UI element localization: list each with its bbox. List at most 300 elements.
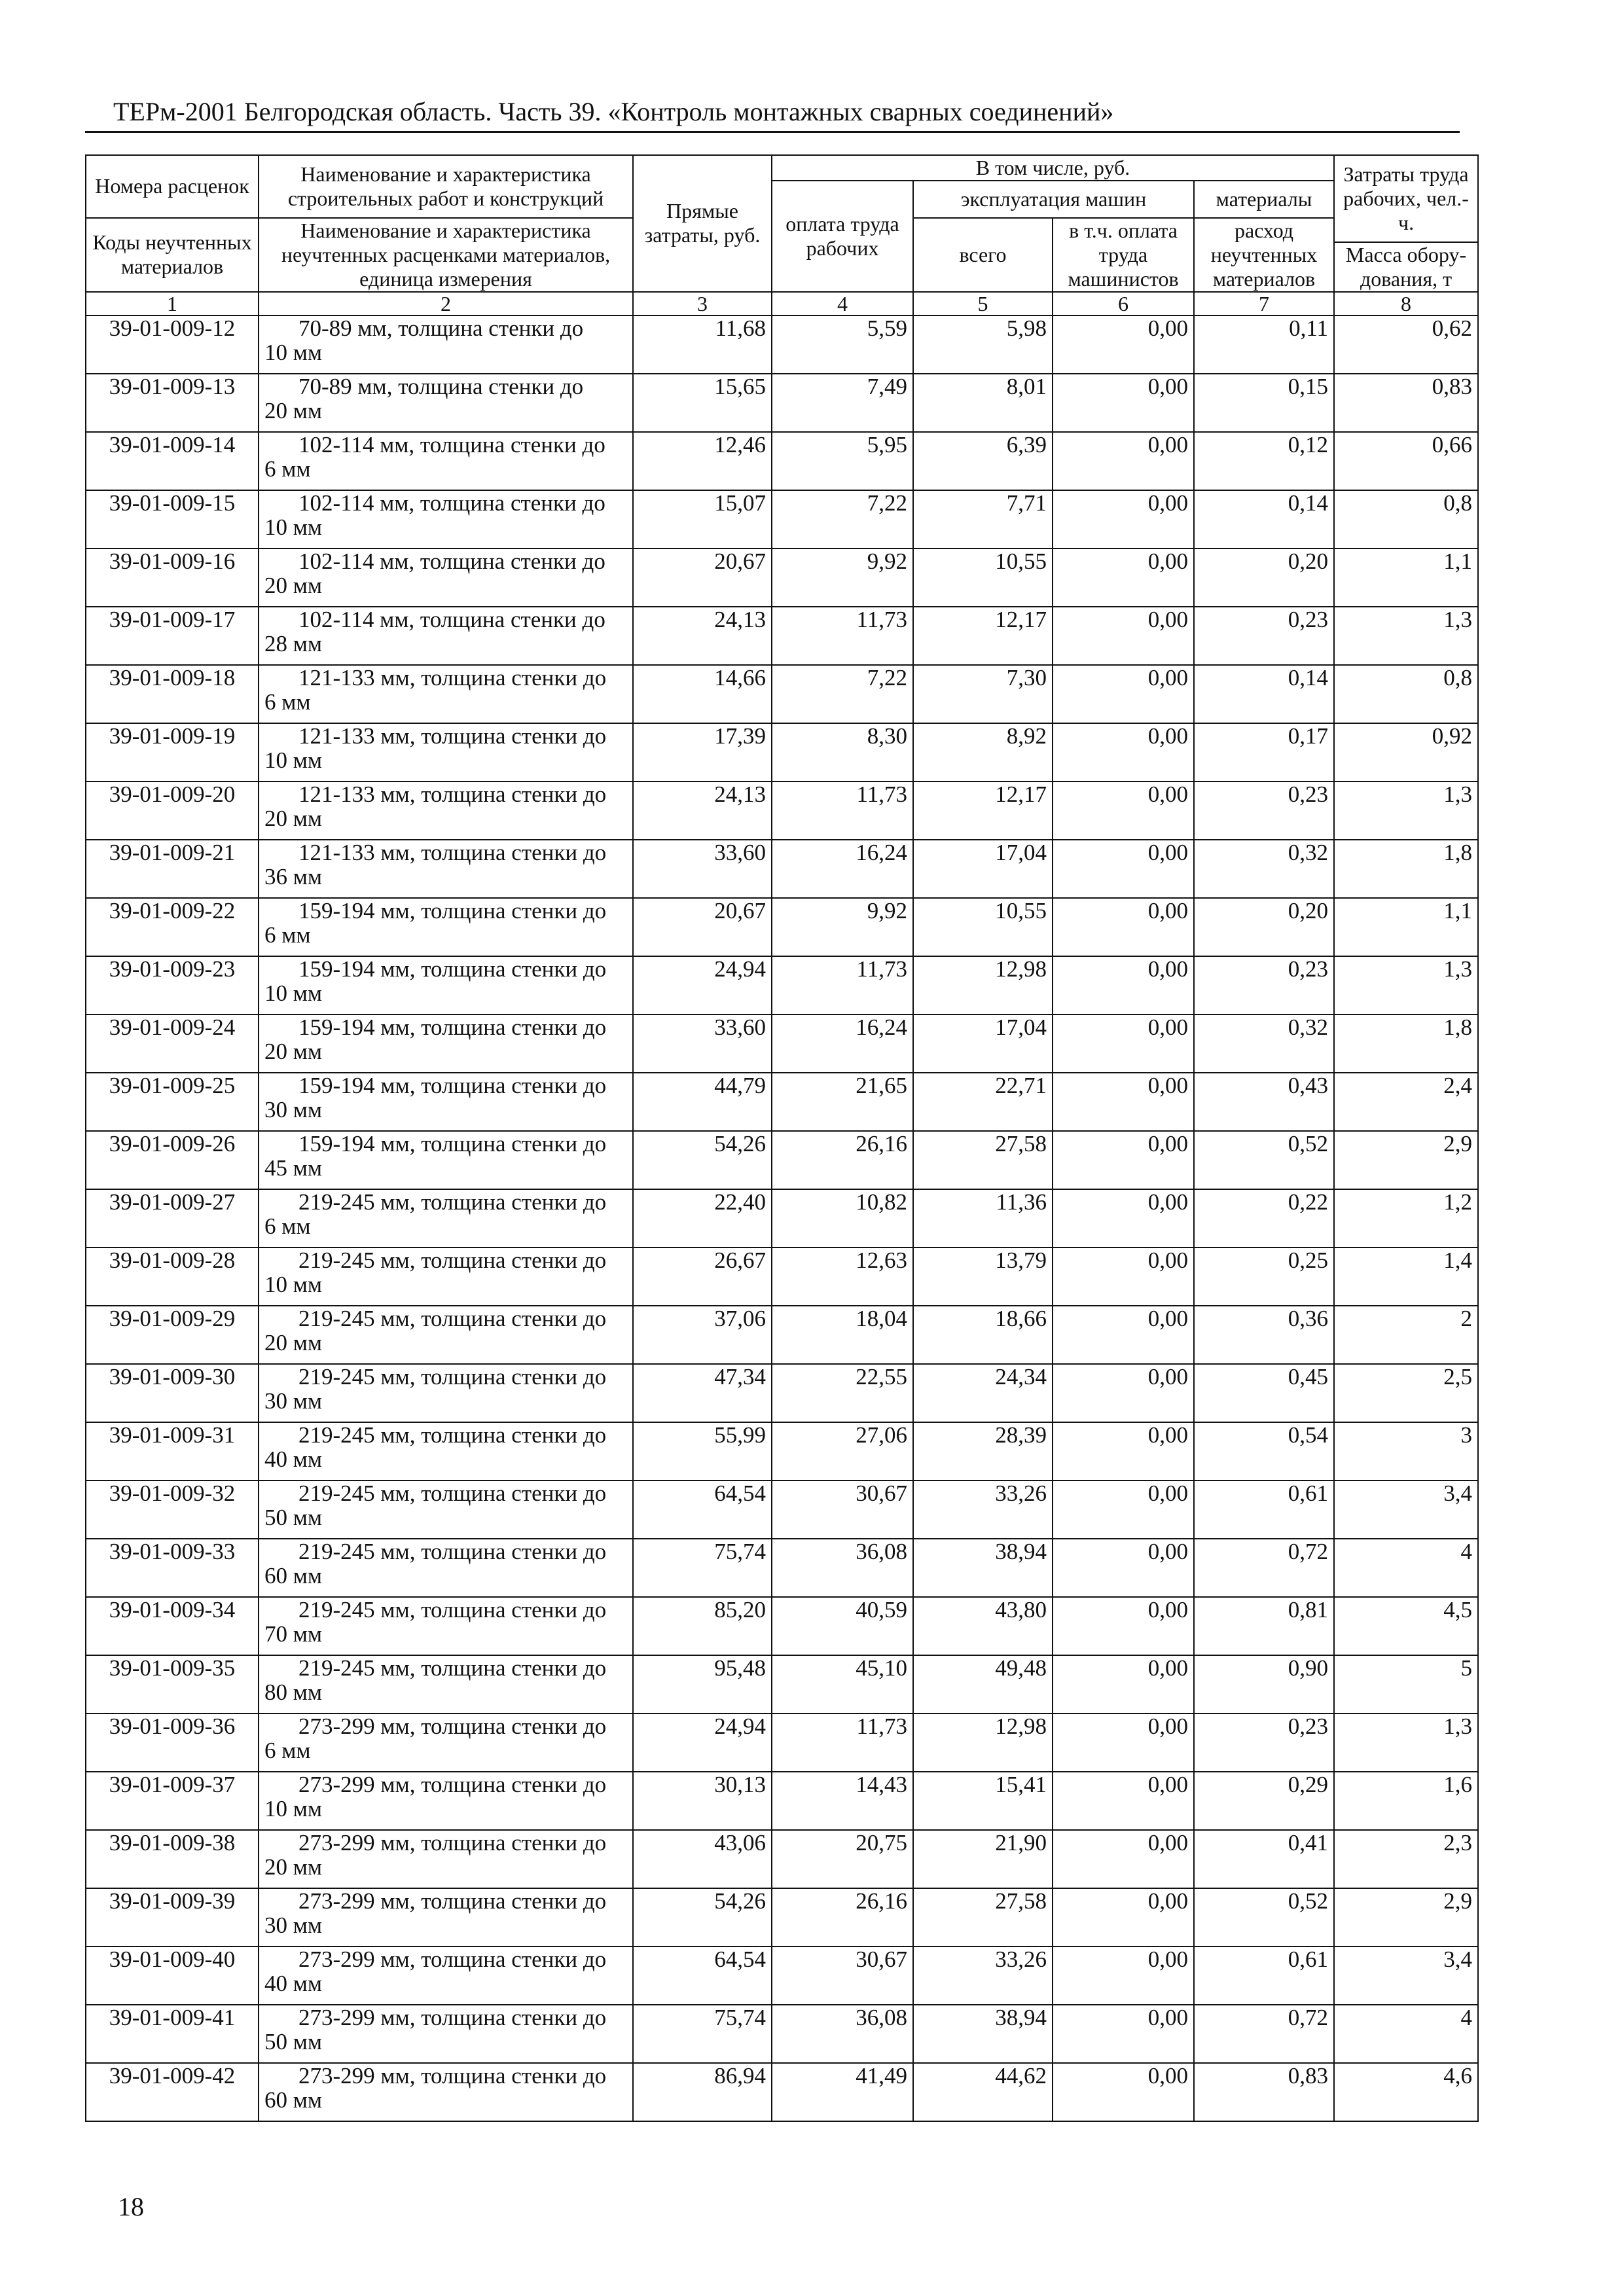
materials-cell: 0,20 (1194, 548, 1334, 607)
rate-code-cell: 39-01-009-37 (86, 1772, 259, 1830)
materials-cell: 0,11 (1194, 315, 1334, 374)
machinist-pay-cell: 0,00 (1053, 2005, 1194, 2063)
labor-hours-cell: 1,3 (1334, 1713, 1478, 1772)
rate-name-line1: 102-114 мм, толщина стенки до (298, 548, 605, 574)
rate-name-cell (259, 1480, 633, 1539)
rate-name-cell (259, 1946, 633, 2005)
labor-pay-cell: 8,30 (772, 723, 913, 781)
rate-code-cell: 39-01-009-19 (86, 723, 259, 781)
direct-costs-cell: 47,34 (633, 1364, 772, 1422)
materials-cell: 0,72 (1194, 1539, 1334, 1597)
table-row (86, 1073, 1478, 1131)
machines-total-cell: 18,66 (913, 1306, 1053, 1364)
rate-name-line2: 30 мм (264, 1096, 323, 1122)
table-row (86, 840, 1478, 898)
rate-code-cell: 39-01-009-18 (86, 665, 259, 723)
materials-cell: 0,23 (1194, 781, 1334, 840)
rate-name-line1: 273-299 мм, толщина стенки до (298, 1888, 607, 1914)
machines-total-cell: 24,34 (913, 1364, 1053, 1422)
materials-cell: 0,83 (1194, 2063, 1334, 2121)
rate-name-cell (259, 2063, 633, 2121)
materials-cell: 0,17 (1194, 723, 1334, 781)
rate-name-line2: 80 мм (264, 1679, 323, 1705)
header-materials: материалы (1194, 181, 1334, 218)
column-number: 5 (913, 292, 1053, 315)
rate-code-cell: 39-01-009-38 (86, 1830, 259, 1888)
rate-code-cell: 39-01-009-28 (86, 1247, 259, 1306)
rate-name-cell (259, 1189, 633, 1247)
machines-total-cell: 15,41 (913, 1772, 1053, 1830)
machinist-pay-cell: 0,00 (1053, 1247, 1194, 1306)
rate-code-cell: 39-01-009-32 (86, 1480, 259, 1539)
machinist-pay-cell: 0,00 (1053, 723, 1194, 781)
machines-total-cell: 27,58 (913, 1888, 1053, 1946)
labor-pay-cell: 27,06 (772, 1422, 913, 1480)
rate-name-line2: 20 мм (264, 805, 323, 831)
materials-cell: 0,23 (1194, 607, 1334, 665)
header-machine-ops: эксплуатация машин (913, 181, 1194, 218)
header-machinist-pay: в т.ч. оплата труда машинистов (1053, 218, 1194, 292)
rate-name-line1: 159-194 мм, толщина стенки до (298, 1130, 607, 1157)
labor-pay-cell: 20,75 (772, 1830, 913, 1888)
direct-costs-cell: 85,20 (633, 1597, 772, 1655)
rate-name-line1: 70-89 мм, толщина стенки до (298, 373, 584, 399)
rate-name-line1: 219-245 мм, толщина стенки до (298, 1422, 607, 1448)
rate-name-cell (259, 374, 633, 432)
machines-total-cell: 49,48 (913, 1655, 1053, 1713)
table-row (86, 1189, 1478, 1247)
rate-name-line2: 10 мм (264, 514, 323, 540)
rate-name-line1: 159-194 мм, толщина стенки до (298, 897, 607, 924)
column-number: 7 (1194, 292, 1334, 315)
machinist-pay-cell: 0,00 (1053, 432, 1194, 490)
direct-costs-cell: 12,46 (633, 432, 772, 490)
rate-name-line2: 6 мм (264, 922, 311, 948)
rate-name-line1: 121-133 мм, толщина стенки до (298, 723, 607, 749)
rate-name-line2: 6 мм (264, 1213, 311, 1239)
labor-hours-cell: 3 (1334, 1422, 1478, 1480)
rate-name-line1: 273-299 мм, толщина стенки до (298, 1946, 607, 1972)
labor-pay-cell: 30,67 (772, 1946, 913, 2005)
table-row (86, 2005, 1478, 2063)
machines-total-cell: 21,90 (913, 1830, 1053, 1888)
machines-total-cell: 12,98 (913, 956, 1053, 1014)
rate-code-cell: 39-01-009-41 (86, 2005, 259, 2063)
table-row (86, 956, 1478, 1014)
direct-costs-cell: 86,94 (633, 2063, 772, 2121)
labor-hours-cell: 1,8 (1334, 1014, 1478, 1073)
table-row (86, 781, 1478, 840)
machines-total-cell: 13,79 (913, 1247, 1053, 1306)
table-row (86, 1306, 1478, 1364)
rate-name-line2: 10 мм (264, 1271, 323, 1297)
machines-total-cell: 17,04 (913, 1014, 1053, 1073)
table-header (86, 155, 1478, 315)
labor-hours-cell: 1,1 (1334, 548, 1478, 607)
labor-pay-cell: 36,08 (772, 1539, 913, 1597)
labor-hours-cell: 3,4 (1334, 1946, 1478, 2005)
rate-name-line1: 219-245 мм, толщина стенки до (298, 1305, 607, 1331)
rate-name-line1: 273-299 мм, толщина стенки до (298, 2062, 607, 2089)
rate-name-line1: 219-245 мм, толщина стенки до (298, 1363, 607, 1390)
rate-name-line2: 60 мм (264, 2087, 323, 2113)
rate-name-cell (259, 1713, 633, 1772)
machinist-pay-cell: 0,00 (1053, 607, 1194, 665)
rate-name-cell (259, 1655, 633, 1713)
table-row (86, 1364, 1478, 1422)
machinist-pay-cell: 0,00 (1053, 898, 1194, 956)
machines-total-cell: 10,55 (913, 898, 1053, 956)
rate-name-line2: 36 мм (264, 863, 323, 889)
materials-cell: 0,14 (1194, 490, 1334, 548)
labor-pay-cell: 5,95 (772, 432, 913, 490)
rate-name-line2: 20 мм (264, 572, 323, 598)
labor-pay-cell: 11,73 (772, 1713, 913, 1772)
labor-hours-cell: 4 (1334, 1539, 1478, 1597)
table-row (86, 1830, 1478, 1888)
column-number: 1 (86, 292, 259, 315)
rate-name-cell (259, 1073, 633, 1131)
direct-costs-cell: 26,67 (633, 1247, 772, 1306)
direct-costs-cell: 55,99 (633, 1422, 772, 1480)
machines-total-cell: 28,39 (913, 1422, 1053, 1480)
labor-hours-cell: 2,5 (1334, 1364, 1478, 1422)
materials-cell: 0,32 (1194, 840, 1334, 898)
machinist-pay-cell: 0,00 (1053, 1830, 1194, 1888)
table-row (86, 607, 1478, 665)
labor-hours-cell: 0,92 (1334, 723, 1478, 781)
rate-code-cell: 39-01-009-34 (86, 1597, 259, 1655)
rate-name-line1: 121-133 мм, толщина стенки до (298, 781, 607, 807)
machines-total-cell: 8,92 (913, 723, 1053, 781)
machinist-pay-cell: 0,00 (1053, 374, 1194, 432)
direct-costs-cell: 24,13 (633, 607, 772, 665)
labor-hours-cell: 3,4 (1334, 1480, 1478, 1539)
machines-total-cell: 12,17 (913, 607, 1053, 665)
materials-cell: 0,20 (1194, 898, 1334, 956)
machinist-pay-cell: 0,00 (1053, 1946, 1194, 2005)
labor-hours-cell: 2,9 (1334, 1888, 1478, 1946)
rate-code-cell: 39-01-009-16 (86, 548, 259, 607)
rate-code-cell: 39-01-009-21 (86, 840, 259, 898)
labor-hours-cell: 2,9 (1334, 1131, 1478, 1189)
rate-name-cell (259, 723, 633, 781)
machinist-pay-cell: 0,00 (1053, 956, 1194, 1014)
rate-code-cell: 39-01-009-17 (86, 607, 259, 665)
machinist-pay-cell: 0,00 (1053, 781, 1194, 840)
rate-code-cell: 39-01-009-30 (86, 1364, 259, 1422)
header-rates-numbers: Номера расценок (86, 155, 259, 218)
table-row (86, 1014, 1478, 1073)
labor-pay-cell: 21,65 (772, 1073, 913, 1131)
labor-pay-cell: 36,08 (772, 2005, 913, 2063)
rate-name-cell (259, 490, 633, 548)
rate-name-cell (259, 1597, 633, 1655)
labor-hours-cell: 1,3 (1334, 781, 1478, 840)
labor-hours-cell: 2 (1334, 1306, 1478, 1364)
table-row (86, 1422, 1478, 1480)
rate-name-cell (259, 432, 633, 490)
rate-name-line2: 45 мм (264, 1155, 323, 1181)
materials-cell: 0,90 (1194, 1655, 1334, 1713)
column-number: 8 (1334, 292, 1478, 315)
table-row (86, 1655, 1478, 1713)
materials-cell: 0,14 (1194, 665, 1334, 723)
rate-code-cell: 39-01-009-25 (86, 1073, 259, 1131)
machines-total-cell: 43,80 (913, 1597, 1053, 1655)
header-labor-pay: оплата труда рабочих (772, 181, 913, 292)
table-row (86, 1131, 1478, 1189)
labor-pay-cell: 12,63 (772, 1247, 913, 1306)
table-row (86, 1713, 1478, 1772)
labor-pay-cell: 7,49 (772, 374, 913, 432)
rate-code-cell: 39-01-009-39 (86, 1888, 259, 1946)
table-row (86, 1772, 1478, 1830)
rate-name-line1: 159-194 мм, толщина стенки до (298, 1014, 607, 1040)
header-material-name: Наименование и характеристика неучтенных расценками материалов, единица измерения (259, 218, 633, 292)
materials-cell: 0,23 (1194, 956, 1334, 1014)
materials-cell: 0,36 (1194, 1306, 1334, 1364)
materials-cell: 0,23 (1194, 1713, 1334, 1772)
labor-pay-cell: 7,22 (772, 490, 913, 548)
rate-name-line1: 102-114 мм, толщина стенки до (298, 431, 605, 457)
header-including: В том числе, руб. (772, 155, 1334, 181)
rate-name-line2: 40 мм (264, 1970, 323, 1996)
column-number: 2 (259, 292, 633, 315)
direct-costs-cell: 17,39 (633, 723, 772, 781)
direct-costs-cell: 15,65 (633, 374, 772, 432)
labor-pay-cell: 26,16 (772, 1888, 913, 1946)
rate-name-line1: 70-89 мм, толщина стенки до (298, 315, 584, 341)
rate-name-line2: 10 мм (264, 980, 323, 1006)
header-equipment-mass: Масса обору-дования, т (1334, 242, 1478, 292)
rate-name-line2: 30 мм (264, 1912, 323, 1938)
rate-code-cell: 39-01-009-14 (86, 432, 259, 490)
table-row (86, 1247, 1478, 1306)
table-row (86, 548, 1478, 607)
machinist-pay-cell: 0,00 (1053, 1539, 1194, 1597)
table-row (86, 1946, 1478, 2005)
rate-code-cell: 39-01-009-12 (86, 315, 259, 374)
machines-total-cell: 22,71 (913, 1073, 1053, 1131)
machinist-pay-cell: 0,00 (1053, 1772, 1194, 1830)
rate-name-line2: 50 мм (264, 2028, 323, 2054)
labor-pay-cell: 26,16 (772, 1131, 913, 1189)
labor-pay-cell: 11,73 (772, 781, 913, 840)
direct-costs-cell: 43,06 (633, 1830, 772, 1888)
rate-name-line2: 10 мм (264, 339, 323, 365)
machinist-pay-cell: 0,00 (1053, 1189, 1194, 1247)
table-row (86, 665, 1478, 723)
rate-name-line2: 20 мм (264, 397, 323, 423)
labor-hours-cell: 1,8 (1334, 840, 1478, 898)
header-unaccounted-materials: расход неучтенных материалов (1194, 218, 1334, 292)
direct-costs-cell: 64,54 (633, 1480, 772, 1539)
rate-code-cell: 39-01-009-22 (86, 898, 259, 956)
machinist-pay-cell: 0,00 (1053, 548, 1194, 607)
rate-name-cell (259, 548, 633, 607)
machines-total-cell: 33,26 (913, 1480, 1053, 1539)
materials-cell: 0,45 (1194, 1364, 1334, 1422)
labor-hours-cell: 1,3 (1334, 956, 1478, 1014)
materials-cell: 0,61 (1194, 1946, 1334, 2005)
rate-name-cell (259, 1772, 633, 1830)
direct-costs-cell: 14,66 (633, 665, 772, 723)
labor-pay-cell: 16,24 (772, 840, 913, 898)
machinist-pay-cell: 0,00 (1053, 490, 1194, 548)
labor-hours-cell: 1,1 (1334, 898, 1478, 956)
rate-name-line2: 6 мм (264, 689, 311, 715)
header-work-name: Наименование и характеристика строительных работ и конструкций (259, 155, 633, 218)
rate-code-cell: 39-01-009-26 (86, 1131, 259, 1189)
labor-hours-cell: 1,6 (1334, 1772, 1478, 1830)
machinist-pay-cell: 0,00 (1053, 665, 1194, 723)
labor-pay-cell: 45,10 (772, 1655, 913, 1713)
labor-pay-cell: 30,67 (772, 1480, 913, 1539)
rate-name-line1: 121-133 мм, толщина стенки до (298, 664, 607, 691)
rate-code-cell: 39-01-009-23 (86, 956, 259, 1014)
labor-hours-cell: 0,62 (1334, 315, 1478, 374)
labor-pay-cell: 10,82 (772, 1189, 913, 1247)
direct-costs-cell: 30,13 (633, 1772, 772, 1830)
machinist-pay-cell: 0,00 (1053, 1597, 1194, 1655)
rate-name-line1: 219-245 мм, толщина стенки до (298, 1538, 607, 1564)
machines-total-cell: 7,71 (913, 490, 1053, 548)
rate-code-cell: 39-01-009-29 (86, 1306, 259, 1364)
rate-name-line1: 219-245 мм, толщина стенки до (298, 1655, 607, 1681)
table-row (86, 432, 1478, 490)
materials-cell: 0,32 (1194, 1014, 1334, 1073)
labor-hours-cell: 0,8 (1334, 665, 1478, 723)
direct-costs-cell: 15,07 (633, 490, 772, 548)
table-row (86, 374, 1478, 432)
machines-total-cell: 38,94 (913, 2005, 1053, 2063)
rate-name-line2: 10 мм (264, 747, 323, 773)
rate-name-cell (259, 956, 633, 1014)
labor-pay-cell: 41,49 (772, 2063, 913, 2121)
direct-costs-cell: 54,26 (633, 1131, 772, 1189)
labor-pay-cell: 16,24 (772, 1014, 913, 1073)
rate-name-cell (259, 840, 633, 898)
machines-total-cell: 8,01 (913, 374, 1053, 432)
machinist-pay-cell: 0,00 (1053, 840, 1194, 898)
table-row (86, 1480, 1478, 1539)
machines-total-cell: 12,98 (913, 1713, 1053, 1772)
materials-cell: 0,81 (1194, 1597, 1334, 1655)
labor-pay-cell: 22,55 (772, 1364, 913, 1422)
rate-code-cell: 39-01-009-24 (86, 1014, 259, 1073)
table-row (86, 1888, 1478, 1946)
table-row (86, 898, 1478, 956)
direct-costs-cell: 24,94 (633, 956, 772, 1014)
column-number: 3 (633, 292, 772, 315)
rate-code-cell: 39-01-009-13 (86, 374, 259, 432)
machinist-pay-cell: 0,00 (1053, 315, 1194, 374)
direct-costs-cell: 20,67 (633, 548, 772, 607)
rate-name-cell (259, 315, 633, 374)
machines-total-cell: 10,55 (913, 548, 1053, 607)
labor-pay-cell: 9,92 (772, 898, 913, 956)
materials-cell: 0,52 (1194, 1888, 1334, 1946)
table-row (86, 315, 1478, 374)
rate-code-cell: 39-01-009-31 (86, 1422, 259, 1480)
direct-costs-cell: 24,94 (633, 1713, 772, 1772)
machines-total-cell: 44,62 (913, 2063, 1053, 2121)
direct-costs-cell: 44,79 (633, 1073, 772, 1131)
rate-name-cell (259, 781, 633, 840)
rate-code-cell: 39-01-009-42 (86, 2063, 259, 2121)
direct-costs-cell: 22,40 (633, 1189, 772, 1247)
page-header-title: ТЕРм-2001 Белгородская область. Часть 39. «Контроль монтажных сварных соединений» (113, 97, 1114, 126)
rate-code-cell: 39-01-009-15 (86, 490, 259, 548)
rate-name-cell (259, 1830, 633, 1888)
table-row (86, 490, 1478, 548)
direct-costs-cell: 20,67 (633, 898, 772, 956)
labor-hours-cell: 0,83 (1334, 374, 1478, 432)
direct-costs-cell: 75,74 (633, 1539, 772, 1597)
page-number: 18 (118, 2192, 144, 2221)
materials-cell: 0,15 (1194, 374, 1334, 432)
machinist-pay-cell: 0,00 (1053, 1131, 1194, 1189)
table-row (86, 723, 1478, 781)
materials-cell: 0,54 (1194, 1422, 1334, 1480)
rate-name-line2: 70 мм (264, 1621, 323, 1647)
rate-name-line1: 273-299 мм, толщина стенки до (298, 1829, 607, 1856)
machinist-pay-cell: 0,00 (1053, 1422, 1194, 1480)
rate-name-cell (259, 1539, 633, 1597)
rate-name-line1: 273-299 мм, толщина стенки до (298, 1713, 607, 1739)
labor-hours-cell: 2,3 (1334, 1830, 1478, 1888)
direct-costs-cell: 95,48 (633, 1655, 772, 1713)
materials-cell: 0,12 (1194, 432, 1334, 490)
machines-total-cell: 12,17 (913, 781, 1053, 840)
machinist-pay-cell: 0,00 (1053, 1364, 1194, 1422)
materials-cell: 0,25 (1194, 1247, 1334, 1306)
materials-cell: 0,22 (1194, 1189, 1334, 1247)
direct-costs-cell: 33,60 (633, 1014, 772, 1073)
header-labor-costs: Затраты труда рабочих, чел.-ч. (1334, 155, 1478, 242)
rate-code-cell: 39-01-009-27 (86, 1189, 259, 1247)
machinist-pay-cell: 0,00 (1053, 1014, 1194, 1073)
rate-name-cell (259, 1247, 633, 1306)
rate-name-line1: 273-299 мм, толщина стенки до (298, 2004, 607, 2030)
rate-name-line2: 28 мм (264, 630, 323, 656)
materials-cell: 0,43 (1194, 1073, 1334, 1131)
direct-costs-cell: 33,60 (633, 840, 772, 898)
materials-cell: 0,52 (1194, 1131, 1334, 1189)
rate-name-cell (259, 1014, 633, 1073)
rate-name-line2: 20 мм (264, 1854, 323, 1880)
rate-name-line2: 10 мм (264, 1795, 323, 1821)
table-body (86, 315, 1478, 2121)
header-direct-costs: Прямые затраты, руб. (633, 155, 772, 292)
labor-pay-cell: 14,43 (772, 1772, 913, 1830)
direct-costs-cell: 54,26 (633, 1888, 772, 1946)
rate-code-cell: 39-01-009-35 (86, 1655, 259, 1713)
machines-total-cell: 38,94 (913, 1539, 1053, 1597)
machines-total-cell: 7,30 (913, 665, 1053, 723)
direct-costs-cell: 75,74 (633, 2005, 772, 2063)
labor-pay-cell: 18,04 (772, 1306, 913, 1364)
rate-name-cell (259, 2005, 633, 2063)
column-number: 6 (1053, 292, 1194, 315)
column-number: 4 (772, 292, 913, 315)
labor-pay-cell: 40,59 (772, 1597, 913, 1655)
machinist-pay-cell: 0,00 (1053, 1655, 1194, 1713)
machines-total-cell: 17,04 (913, 840, 1053, 898)
materials-cell: 0,61 (1194, 1480, 1334, 1539)
direct-costs-cell: 64,54 (633, 1946, 772, 2005)
